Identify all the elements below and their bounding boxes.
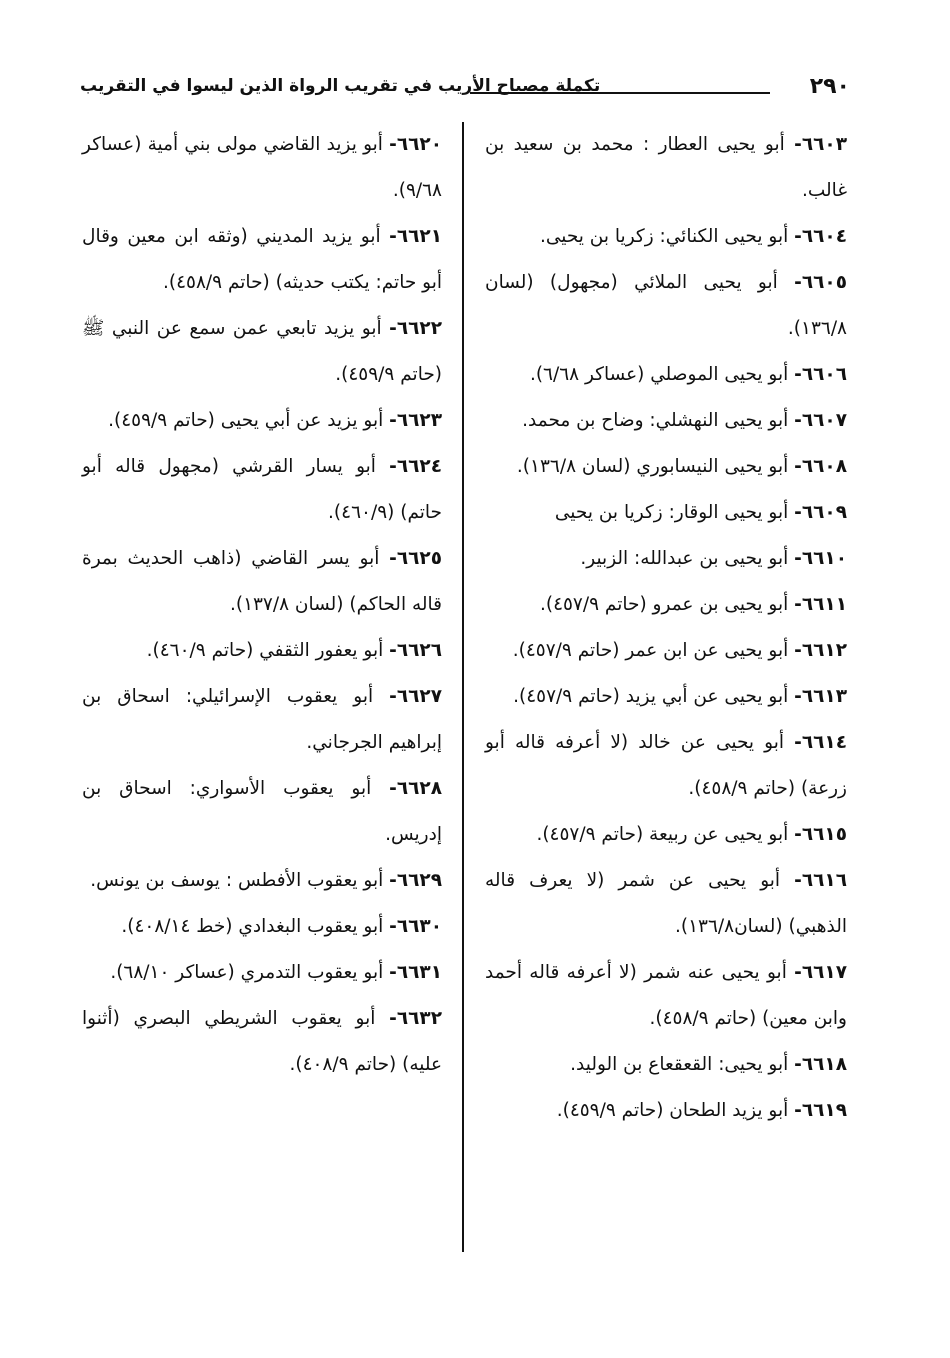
entry-number: ٦٦١٨- [794,1054,847,1075]
entry [485,628,847,674]
entry-number: ٦٦٢١- [389,226,442,247]
entry-number: ٦٦١٠- [794,548,847,569]
entry [82,306,442,398]
entry-text: أبو يحيى: القعقعاع بن الوليد. [570,1054,795,1075]
entry-text: أبو يعقوب التدمري (عساكر ٦٨/١٠). [110,962,390,983]
entry-text: أبو يحيى بن عمرو (حاتم ٤٥٧/٩). [539,594,795,615]
entry-number: ٦٦٢٥- [389,548,442,569]
entry-text: أبو يعفور الثقفي (حاتم ٤٦٠/٩). [146,640,390,661]
entry-number: ٦٦٢٩- [389,870,442,891]
entry [82,674,442,766]
entry-text: أبو يزيد تابعي عمن سمع عن النبي ﷺ (حاتم ٤٥٩/٩). [82,318,442,385]
entry [485,398,847,444]
entry-text: أبو يزيد المديني (وثقه ابن معين وقال أبو حاتم: يكتب حديثه) (حاتم ٤٥٨/٩). [82,226,442,293]
entry-number: ٦٦٠٧- [794,410,847,431]
entry-text: أبو يحيى النيسابوري (لسان ١٣٦/٨). [516,456,795,477]
page-number: ٢٩٠ [809,74,850,99]
entry-text: أبو يحيى عن خالد (لا أعرفه قاله أبو زرعة) (حاتم ٤٥٨/٩). [485,732,847,799]
page-header [80,72,850,112]
entry-number: ٦٦٠٥- [794,272,847,293]
entry [82,214,442,306]
column-divider [462,122,464,1252]
entry-number: ٦٦٣٠- [389,916,442,937]
entry [485,674,847,720]
entry [82,766,442,858]
entry [485,352,847,398]
entry-text: أبو يزيد عن أبي يحيى (حاتم ٤٥٩/٩). [108,410,390,431]
entry [485,582,847,628]
entry-text: أبو يحيى عن شمر (لا يعرف قاله الذهبي) (لسان١٣٦/٨). [485,870,847,937]
entry-number: ٦٦٢٧- [389,686,442,707]
left-column [82,122,442,1088]
entry-number: ٦٦٠٣- [794,134,847,155]
entry [485,536,847,582]
entry-text: أبو يزيد الطحان (حاتم ٤٥٩/٩). [556,1100,795,1121]
entry-number: ٦٦١٣- [794,686,847,707]
entry-text: أبو يحيى الوقار: زكريا بن يحيى [554,502,795,523]
entry-text: أبو يحيى الموصلي (عساكر ٦/٦٨). [529,364,795,385]
entry-number: ٦٦١٥- [794,824,847,845]
entry-text: أبو يعقوب الشريطي البصري (أثنوا عليه) (حاتم ٤٠٨/٩). [82,1008,442,1075]
entry-text: أبو يحيى عن أبي يزيد (حاتم ٤٥٧/٩). [513,686,795,707]
entry [82,950,442,996]
entry-text: أبو يحيى النهشلي: وضاح بن محمد. [522,410,795,431]
entry [485,122,847,214]
entry [82,858,442,904]
entry-text: أبو يعقوب البغدادي (خط ٤٠٨/١٤). [121,916,390,937]
entry-text: أبو يحيى عن ابن عمر (حاتم ٤٥٧/٩). [512,640,795,661]
entry-number: ٦٦٠٦- [794,364,847,385]
entry-number: ٦٦١٧- [794,962,847,983]
entry-number: ٦٦٢٠- [389,134,442,155]
entry-number: ٦٦٢٣- [389,410,442,431]
entry-number: ٦٦٠٨- [794,456,847,477]
entry-text: أبو يعقوب الأسواري: اسحاق بن إدريس. [82,778,442,845]
right-column [485,122,847,1134]
entry-text: أبو يحيى الملائي (مجهول) (لسان ١٣٦/٨). [485,272,847,339]
entry-text: أبو يعقوب الإسرائيلي: اسحاق بن إبراهيم الجرجاني. [82,686,442,753]
entry-number: ٦٦٢٤- [389,456,442,477]
entry [485,950,847,1042]
entry [485,214,847,260]
entry-text: أبو يحيى عنه شمر (لا أعرفه قاله أحمد وابن معين) (حاتم ٤٥٨/٩). [485,962,847,1029]
entry-number: ٦٦١٩- [794,1100,847,1121]
entry-number: ٦٦١٦- [794,870,847,891]
entry-number: ٦٦٢٢- [389,318,442,339]
entry-number: ٦٦١١- [794,594,847,615]
entry-text: أبو يحيى عن ربيعة (حاتم ٤٥٧/٩). [536,824,795,845]
entry-text: أبو يزيد القاضي مولى بني أمية (عساكر ٩/٦٨). [82,134,442,201]
entry [82,536,442,628]
entry [82,122,442,214]
entry [82,398,442,444]
entry-number: ٦٦٢٨- [389,778,442,799]
entry-text: أبو يحيى بن عبدالله: الزبير. [580,548,795,569]
entry [485,812,847,858]
entry [485,858,847,950]
entry [485,444,847,490]
entry-number: ٦٦٠٤- [794,226,847,247]
entry-number: ٦٦٣٢- [389,1008,442,1029]
entry-text: أبو يسر القاضي (ذاهب الحديث بمرة قاله الحاكم) (لسان ١٣٧/٨). [82,548,442,615]
entry-number: ٦٦١٢- [794,640,847,661]
entry [82,628,442,674]
entry-number: ٦٦٣١- [389,962,442,983]
entry-text: أبو يسار القرشي (مجهول قاله أبو حاتم) (٤٦٠/٩). [82,456,442,523]
entry-number: ٦٦١٤- [794,732,847,753]
entry-number: ٦٦٢٦- [389,640,442,661]
entry [82,904,442,950]
entry [485,1088,847,1134]
entry-text: أبو يحيى الكنائي: زكريا بن يحيى. [539,226,795,247]
entry-text: أبو يحيى العطار : محمد بن سعيد بن غالب. [485,134,847,201]
entry [82,996,442,1088]
entry-text: أبو يعقوب الأفطس : يوسف بن يونس. [90,870,390,891]
entry [82,444,442,536]
entry [485,1042,847,1088]
entry-number: ٦٦٠٩- [794,502,847,523]
running-title: تكملة مصباح الأريب في تقريب الرواة الذين ليسوا في التقريب [80,76,601,96]
entry [485,490,847,536]
entry [485,720,847,812]
entry [485,260,847,352]
